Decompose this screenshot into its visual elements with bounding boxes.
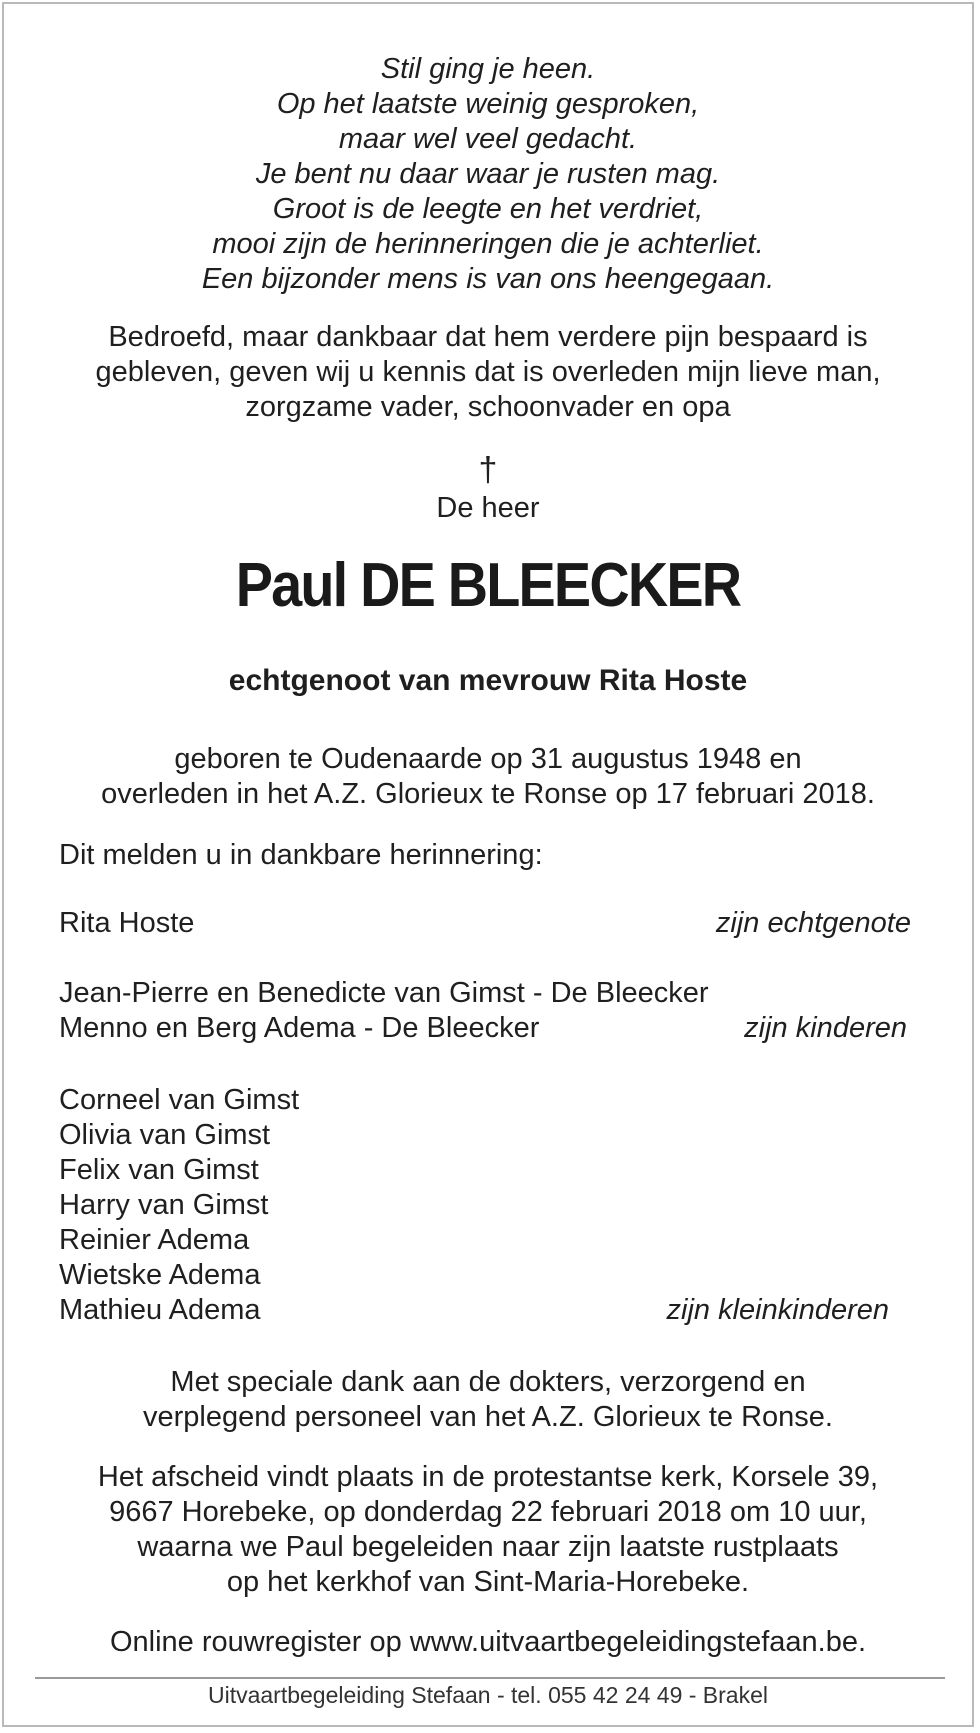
thanks-paragraph (0, 1365, 976, 1435)
grandchild-name: Mathieu Adema (59, 1294, 261, 1326)
grandchild-name: Corneel van Gimst (59, 1084, 300, 1116)
poem-line: Je bent nu daar waar je rusten mag. (255, 158, 721, 190)
intro-line: zorgzame vader, schoonvader en opa (245, 391, 731, 423)
children-role: zijn kinderen (744, 1012, 907, 1044)
ceremony-line: op het kerkhof van Sint-Maria-Horebeke. (226, 1566, 750, 1598)
cross-symbol: † (478, 451, 498, 489)
poem-line: mooi zijn de herinneringen die je achterliet. (212, 228, 764, 260)
poem-line: Op het laatste weinig gesproken, (276, 88, 700, 120)
ceremony-line: 9667 Horebeke, op donderdag 22 februari 2018 om 10 uur, (109, 1496, 867, 1528)
grandchild-name: Olivia van Gimst (59, 1119, 271, 1151)
spouse-line: echtgenoot van mevrouw Rita Hoste (228, 664, 748, 697)
poem-line: maar wel veel gedacht. (338, 123, 638, 155)
poem (0, 52, 976, 297)
ceremony-line: waarna we Paul begeleiden naar zijn laatste rustplaats (137, 1531, 839, 1563)
birth-death-paragraph (0, 742, 976, 812)
death-line: overleden in het A.Z. Glorieux te Ronse op 17 februari 2018. (101, 778, 875, 810)
grandchild-name: Harry van Gimst (59, 1189, 269, 1221)
grandchild-name: Felix van Gimst (59, 1154, 259, 1186)
grandchild-name: Wietske Adema (59, 1259, 261, 1291)
announce-line: Dit melden u in dankbare herinnering: (59, 839, 543, 871)
thanks-line: verplegend personeel van het A.Z. Glorieux te Ronse. (143, 1401, 833, 1433)
child-name: Menno en Berg Adema - De Bleecker (59, 1012, 540, 1044)
thanks-line: Met speciale dank aan de dokters, verzorgend en (170, 1366, 806, 1398)
poem-line: Groot is de leegte en het verdriet, (272, 193, 704, 225)
deceased-name: Paul DE BLEECKER (235, 551, 741, 620)
grandchild-name: Reinier Adema (59, 1224, 250, 1256)
child-name: Jean-Pierre en Benedicte van Gimst - De Bleecker (59, 977, 709, 1009)
birth-line: geboren te Oudenaarde op 31 augustus 1948 en (174, 743, 802, 775)
online-register-line: Online rouwregister op www.uitvaartbegeleidingstefaan.be. (109, 1626, 867, 1658)
intro-line: gebleven, geven wij u kennis dat is overleden mijn lieve man, (95, 356, 881, 388)
footer-divider (35, 1677, 945, 1679)
poem-line: Een bijzonder mens is van ons heengegaan. (201, 263, 775, 295)
family-spouse-role: zijn echtgenote (715, 907, 911, 939)
ceremony-line: Het afscheid vindt plaats in de protestantse kerk, Korsele 39, (97, 1461, 879, 1493)
poem-line: Stil ging je heen. (380, 53, 596, 85)
intro-line: Bedroefd, maar dankbaar dat hem verdere pijn bespaard is (108, 321, 868, 353)
intro-paragraph (0, 320, 976, 425)
footer-credit: Uitvaartbegeleiding Stefaan - tel. 055 42 24 49 - Brakel (207, 1682, 769, 1708)
ceremony-paragraph (0, 1460, 976, 1600)
grandchildren-role: zijn kleinkinderen (666, 1294, 889, 1326)
title-prefix: De heer (436, 492, 540, 524)
family-spouse-name: Rita Hoste (59, 907, 195, 939)
